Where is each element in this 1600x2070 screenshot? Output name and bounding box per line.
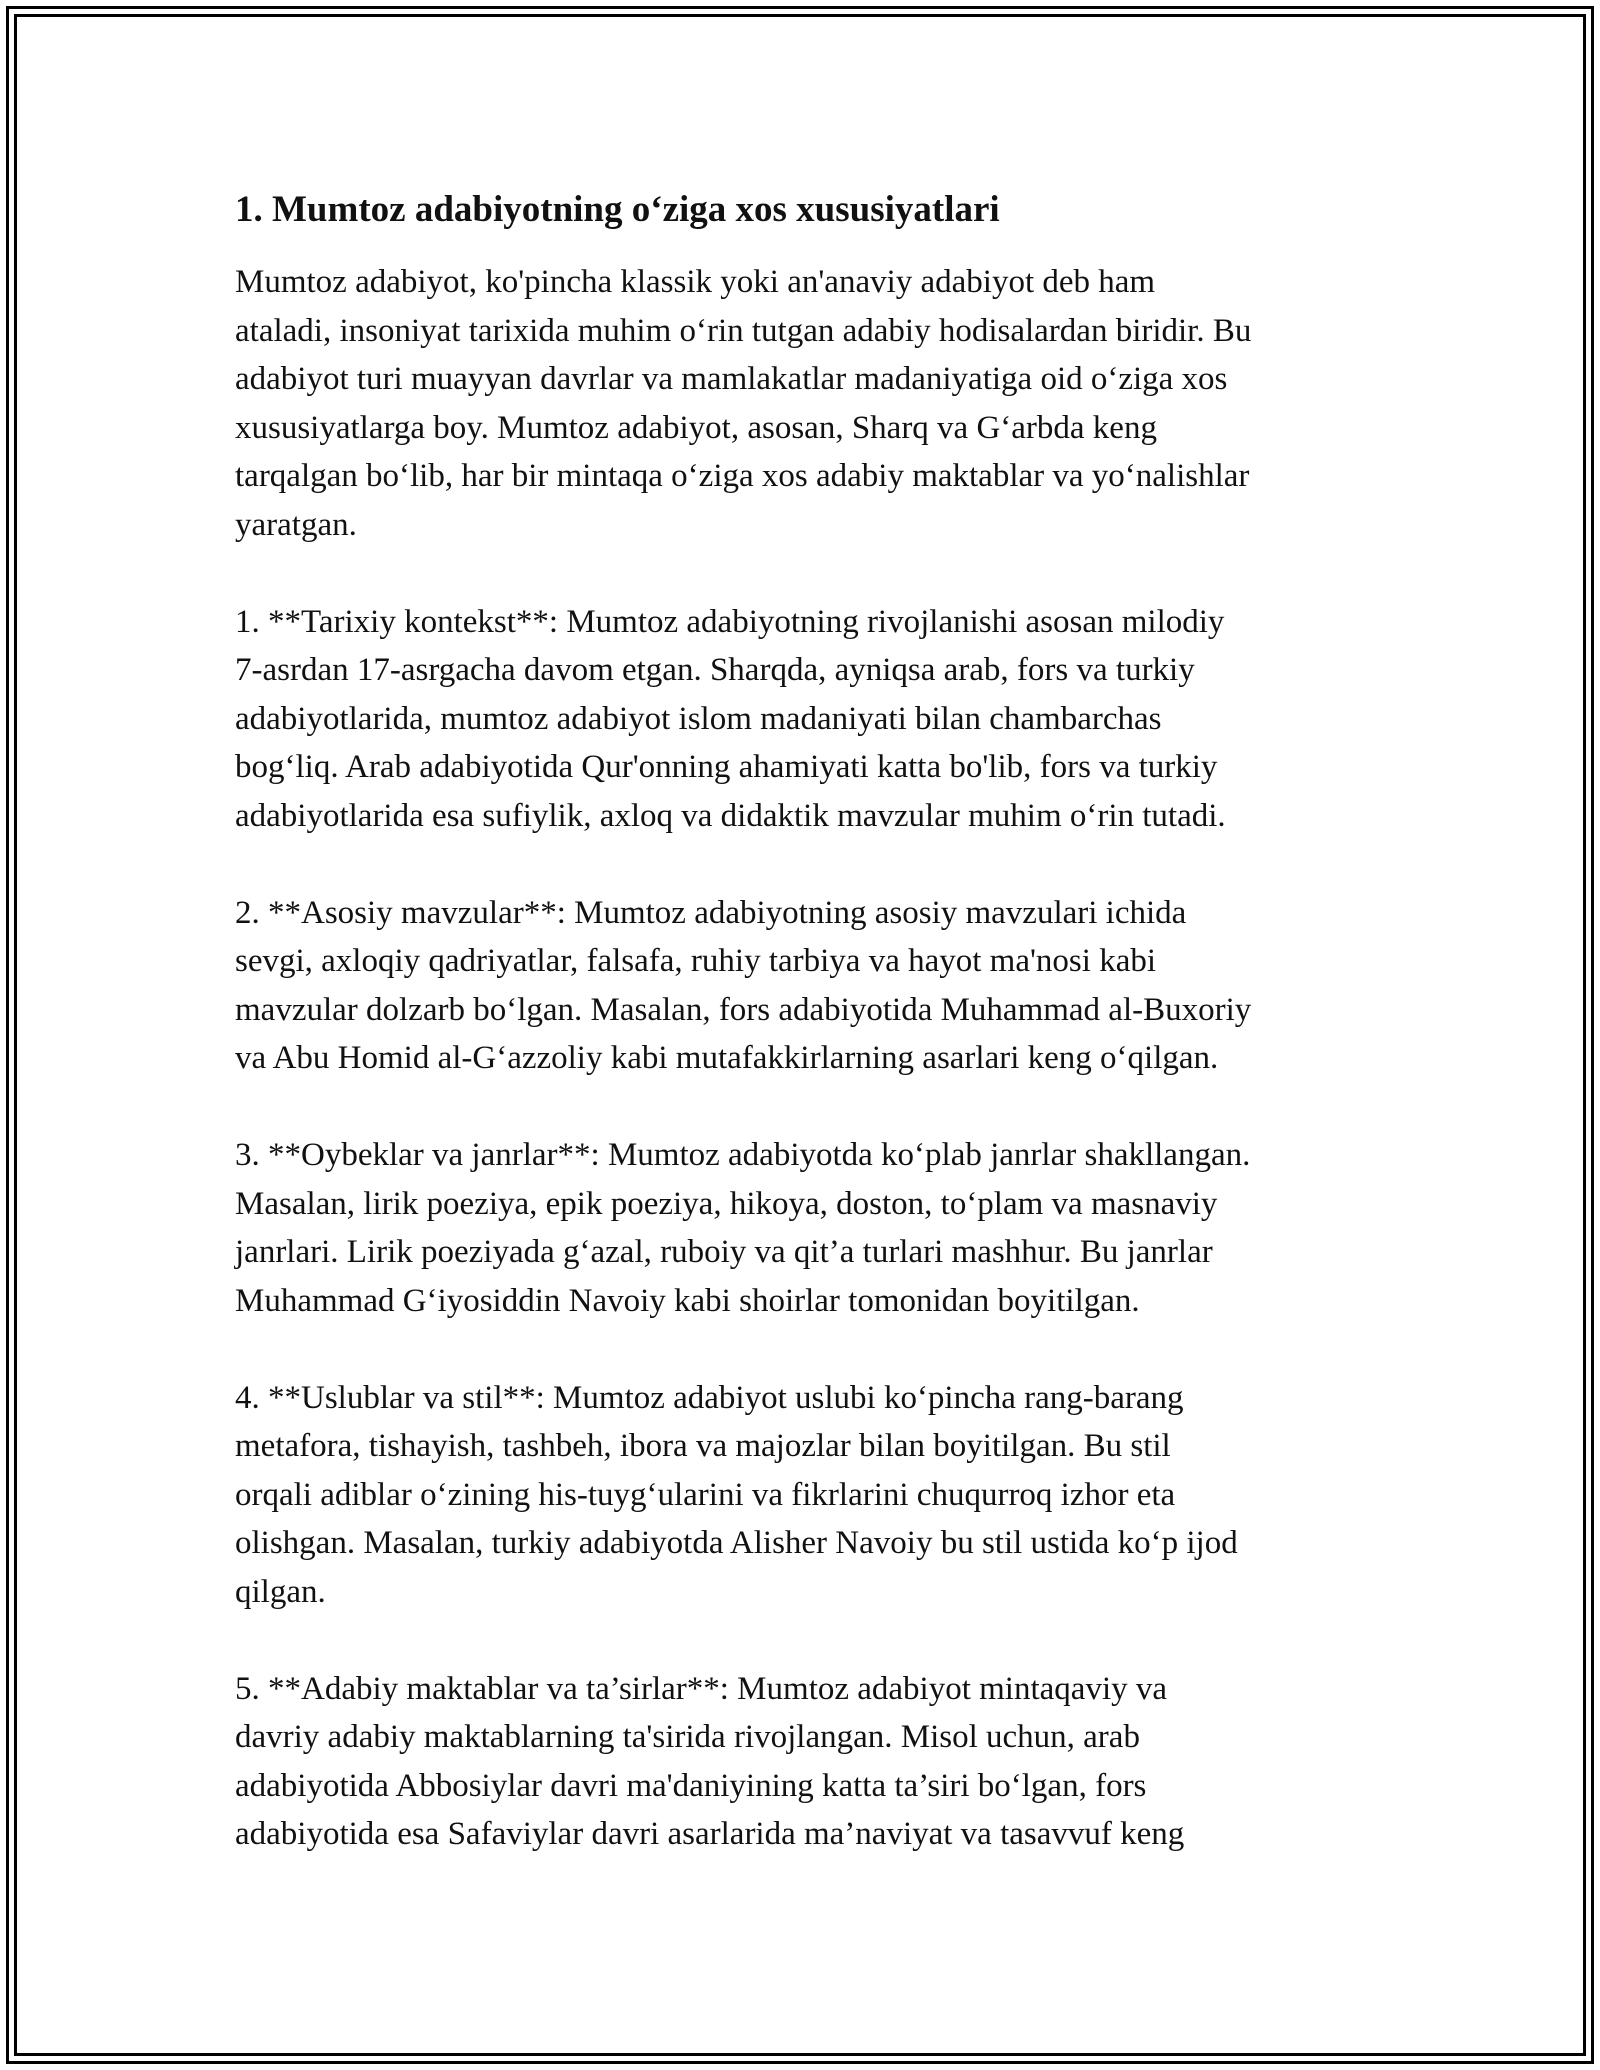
text-line: adabiyotlarida esa sufiylik, axloq va didaktik mavzular muhim o‘rin tutadi. <box>235 797 1226 834</box>
text-line: Muhammad G‘iyosiddin Navoiy kabi shoirlar tomonidan boyitilgan. <box>235 1282 1140 1319</box>
text-line: 4. **Uslublar va stil**: Mumtoz adabiyot uslubi ko‘pincha rang-barang <box>235 1379 1184 1416</box>
text-line: adabiyotida Abbosiylar davri ma'daniyining katta ta’siri bo‘lgan, fors <box>235 1767 1147 1804</box>
text-line: bog‘liq. Arab adabiyotida Qur'onning ahamiyati katta bo'lib, fors va turkiy <box>235 749 1218 785</box>
paragraph-genres <box>235 1131 1375 1325</box>
text-line: 7-asrdan 17-asrgacha davom etgan. Sharqda, ayniqsa arab, fors va turkiy <box>235 652 1195 688</box>
text-line: olishgan. Masalan, turkiy adabiyotda Alisher Navoiy bu stil ustida ko‘p ijod <box>235 1525 1238 1561</box>
text-line: 3. **Oybeklar va janrlar**: Mumtoz adabiyotda ko‘plab janrlar shakllangan. <box>235 1137 1251 1173</box>
text-line: Mumtoz adabiyot, ko'pincha klassik yoki an'anaviy adabiyot deb ham <box>235 264 1156 300</box>
paragraph-literary-schools <box>235 1665 1375 1859</box>
text-line: yaratgan. <box>235 506 357 543</box>
text-line: ataladi, insoniyat tarixida muhim o‘rin tutgan adabiy hodisalardan biridir. Bu <box>235 312 1252 349</box>
text-line: davriy adabiy maktablarning ta'sirida rivojlangan. Misol uchun, arab <box>235 1719 1140 1755</box>
text-line: adabiyotida esa Safaviylar davri asarlarida ma’naviyat va tasavvuf keng <box>235 1816 1185 1852</box>
paragraph-intro <box>235 258 1375 549</box>
text-line: 1. **Tarixiy kontekst**: Mumtoz adabiyotning rivojlanishi asosan milodiy <box>235 603 1225 640</box>
document-body <box>235 186 1375 1907</box>
document-title: 1. Mumtoz adabiyotning o‘ziga xos xususiyatlari <box>235 189 1000 230</box>
text-line: adabiyotlarida, mumtoz adabiyot islom madaniyati bilan chambarchas <box>235 700 1162 737</box>
text-line: va Abu Homid al-G‘azzoliy kabi mutafakkirlarning asarlari keng o‘qilgan. <box>235 1040 1219 1076</box>
paragraph-main-themes <box>235 889 1375 1083</box>
text-line: janrlari. Lirik poeziyada g‘azal, ruboiy va qit’a turlari mashhur. Bu janrlar <box>235 1234 1213 1270</box>
text-line: sevgi, axloqiy qadriyatlar, falsafa, ruhiy tarbiya va hayot ma'nosi kabi <box>235 943 1157 979</box>
text-line: xususiyatlarga boy. Mumtoz adabiyot, asosan, Sharq va G‘arbda keng <box>235 409 1157 446</box>
text-line: tarqalgan bo‘lib, har bir mintaqa o‘ziga xos adabiy maktablar va yo‘nalishlar <box>235 458 1250 494</box>
text-line: metafora, tishayish, tashbeh, ibora va majozlar bilan boyitilgan. Bu stil <box>235 1428 1171 1464</box>
text-line: qilgan. <box>235 1573 326 1610</box>
paragraph-historical-context <box>235 598 1375 841</box>
text-line: orqali adiblar o‘zining his-tuyg‘ularini va fikrlarini chuqurroq izhor eta <box>235 1476 1176 1513</box>
text-line: Masalan, lirik poeziya, epik poeziya, hikoya, doston, to‘plam va masnaviy <box>235 1185 1218 1222</box>
text-line: 2. **Asosiy mavzular**: Mumtoz adabiyotning asosiy mavzulari ichida <box>235 894 1187 931</box>
text-line: adabiyot turi muayyan davrlar va mamlakatlar madaniyatiga oid o‘ziga xos <box>235 361 1228 397</box>
paragraph-styles <box>235 1374 1375 1617</box>
text-line: 5. **Adabiy maktablar va ta’sirlar**: Mumtoz adabiyot mintaqaviy va <box>235 1670 1168 1707</box>
text-line: mavzular dolzarb bo‘lgan. Masalan, fors adabiyotida Muhammad al-Buxoriy <box>235 991 1252 1028</box>
